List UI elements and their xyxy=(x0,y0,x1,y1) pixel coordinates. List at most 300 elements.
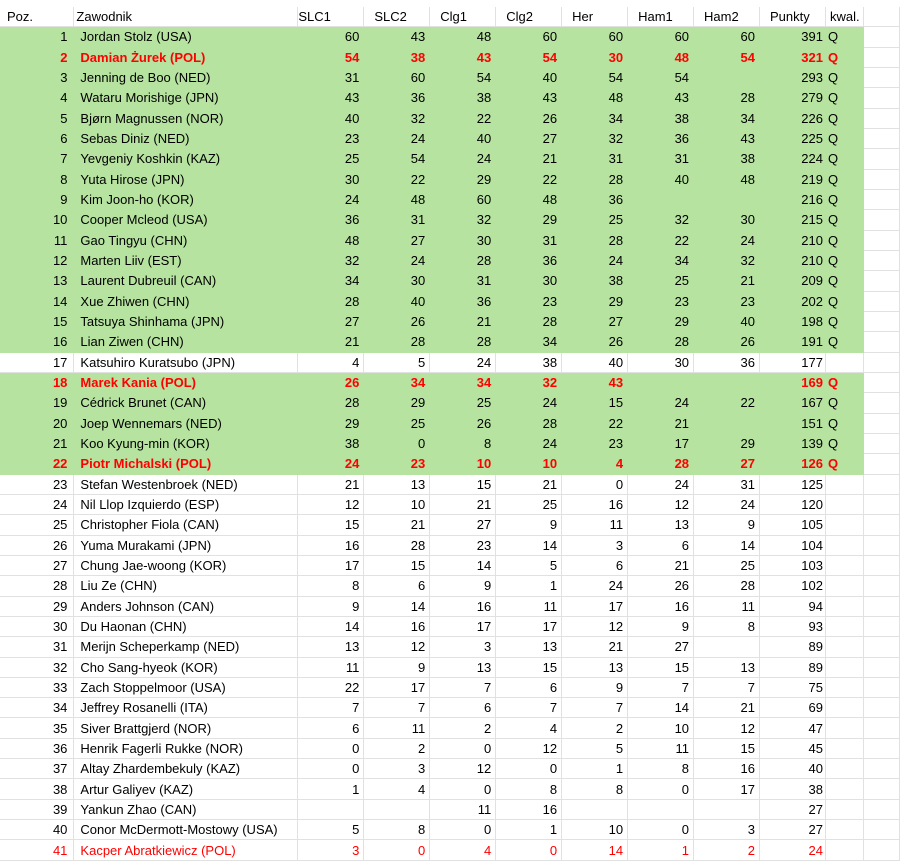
cell-ham2[interactable] xyxy=(694,799,760,819)
cell-poz[interactable]: 16 xyxy=(0,332,74,352)
cell-slc2[interactable]: 38 xyxy=(364,47,430,67)
cell-slc1[interactable]: 48 xyxy=(298,230,364,250)
empty-cell[interactable] xyxy=(863,291,899,311)
header-cell-clg2[interactable]: Clg2 xyxy=(496,7,562,27)
cell-slc1[interactable]: 22 xyxy=(298,677,364,697)
cell-slc2[interactable] xyxy=(364,799,430,819)
cell-kwal[interactable] xyxy=(825,535,863,555)
cell-kwal[interactable] xyxy=(825,555,863,575)
cell-name[interactable]: Koo Kyung-min (KOR) xyxy=(74,433,298,453)
header-cell-poz[interactable]: Poz. xyxy=(0,7,74,27)
cell-slc1[interactable]: 29 xyxy=(298,413,364,433)
cell-punkty[interactable]: 103 xyxy=(759,555,825,575)
cell-name[interactable]: Henrik Fagerli Rukke (NOR) xyxy=(74,738,298,758)
cell-her[interactable]: 7 xyxy=(562,698,628,718)
cell-ham2[interactable]: 21 xyxy=(694,698,760,718)
cell-slc1[interactable]: 5 xyxy=(298,820,364,840)
empty-cell[interactable] xyxy=(863,393,899,413)
cell-punkty[interactable]: 102 xyxy=(759,576,825,596)
cell-slc2[interactable]: 22 xyxy=(364,169,430,189)
cell-clg1[interactable]: 12 xyxy=(430,759,496,779)
cell-name[interactable]: Cho Sang-hyeok (KOR) xyxy=(74,657,298,677)
cell-poz[interactable]: 28 xyxy=(0,576,74,596)
cell-punkty[interactable]: 94 xyxy=(759,596,825,616)
cell-ham2[interactable]: 8 xyxy=(694,616,760,636)
empty-cell[interactable] xyxy=(863,779,899,799)
cell-kwal[interactable] xyxy=(825,698,863,718)
cell-slc1[interactable]: 24 xyxy=(298,454,364,474)
cell-poz[interactable]: 13 xyxy=(0,271,74,291)
cell-clg1[interactable]: 43 xyxy=(430,47,496,67)
cell-her[interactable]: 4 xyxy=(562,454,628,474)
cell-her[interactable]: 26 xyxy=(562,332,628,352)
cell-poz[interactable]: 39 xyxy=(0,799,74,819)
cell-kwal[interactable]: Q xyxy=(825,27,863,47)
empty-cell[interactable] xyxy=(863,210,899,230)
cell-punkty[interactable]: 89 xyxy=(759,657,825,677)
cell-clg2[interactable]: 29 xyxy=(496,210,562,230)
cell-kwal[interactable] xyxy=(825,799,863,819)
cell-clg1[interactable]: 38 xyxy=(430,88,496,108)
cell-kwal[interactable]: Q xyxy=(825,47,863,67)
cell-name[interactable]: Damian Żurek (POL) xyxy=(74,47,298,67)
cell-clg1[interactable]: 36 xyxy=(430,291,496,311)
cell-name[interactable]: Kim Joon-ho (KOR) xyxy=(74,189,298,209)
cell-ham1[interactable]: 24 xyxy=(628,393,694,413)
cell-slc2[interactable]: 25 xyxy=(364,413,430,433)
cell-kwal[interactable] xyxy=(825,677,863,697)
cell-poz[interactable]: 41 xyxy=(0,840,74,860)
cell-ham1[interactable]: 12 xyxy=(628,494,694,514)
cell-punkty[interactable]: 125 xyxy=(759,474,825,494)
cell-ham2[interactable]: 23 xyxy=(694,291,760,311)
cell-poz[interactable]: 19 xyxy=(0,393,74,413)
cell-her[interactable]: 60 xyxy=(562,27,628,47)
cell-clg1[interactable]: 23 xyxy=(430,535,496,555)
cell-ham2[interactable]: 7 xyxy=(694,677,760,697)
cell-slc1[interactable]: 38 xyxy=(298,433,364,453)
cell-name[interactable]: Nil Llop Izquierdo (ESP) xyxy=(74,494,298,514)
cell-clg2[interactable]: 48 xyxy=(496,189,562,209)
cell-ham2[interactable]: 2 xyxy=(694,840,760,860)
cell-slc2[interactable]: 60 xyxy=(364,67,430,87)
cell-name[interactable]: Anders Johnson (CAN) xyxy=(74,596,298,616)
empty-cell[interactable] xyxy=(863,759,899,779)
cell-kwal[interactable] xyxy=(825,616,863,636)
cell-name[interactable]: Siver Brattgjerd (NOR) xyxy=(74,718,298,738)
cell-slc2[interactable]: 40 xyxy=(364,291,430,311)
empty-cell[interactable] xyxy=(863,433,899,453)
header-cell-clg1[interactable]: Clg1 xyxy=(430,7,496,27)
cell-ham1[interactable]: 0 xyxy=(628,779,694,799)
cell-punkty[interactable]: 191 xyxy=(759,332,825,352)
cell-poz[interactable]: 6 xyxy=(0,128,74,148)
cell-ham2[interactable]: 26 xyxy=(694,332,760,352)
cell-ham2[interactable]: 28 xyxy=(694,576,760,596)
cell-her[interactable]: 29 xyxy=(562,291,628,311)
cell-ham1[interactable]: 26 xyxy=(628,576,694,596)
cell-clg1[interactable]: 0 xyxy=(430,779,496,799)
cell-ham2[interactable]: 28 xyxy=(694,88,760,108)
cell-ham2[interactable] xyxy=(694,189,760,209)
cell-her[interactable]: 48 xyxy=(562,88,628,108)
cell-kwal[interactable]: Q xyxy=(825,250,863,270)
cell-name[interactable]: Jenning de Boo (NED) xyxy=(74,67,298,87)
cell-punkty[interactable]: 139 xyxy=(759,433,825,453)
cell-ham1[interactable]: 1 xyxy=(628,840,694,860)
cell-her[interactable]: 25 xyxy=(562,210,628,230)
cell-ham1[interactable]: 0 xyxy=(628,820,694,840)
cell-slc1[interactable]: 43 xyxy=(298,88,364,108)
cell-clg2[interactable]: 31 xyxy=(496,230,562,250)
empty-cell[interactable] xyxy=(863,657,899,677)
cell-her[interactable]: 30 xyxy=(562,47,628,67)
cell-kwal[interactable] xyxy=(825,352,863,372)
cell-clg1[interactable]: 8 xyxy=(430,433,496,453)
cell-slc1[interactable]: 30 xyxy=(298,169,364,189)
cell-slc2[interactable]: 0 xyxy=(364,433,430,453)
cell-slc1[interactable]: 0 xyxy=(298,738,364,758)
cell-clg1[interactable]: 21 xyxy=(430,311,496,331)
cell-her[interactable]: 2 xyxy=(562,718,628,738)
cell-her[interactable]: 24 xyxy=(562,250,628,270)
cell-name[interactable]: Yuma Murakami (JPN) xyxy=(74,535,298,555)
cell-clg1[interactable]: 24 xyxy=(430,149,496,169)
cell-punkty[interactable]: 210 xyxy=(759,250,825,270)
cell-name[interactable]: Zach Stoppelmoor (USA) xyxy=(74,677,298,697)
cell-ham1[interactable]: 16 xyxy=(628,596,694,616)
cell-punkty[interactable]: 216 xyxy=(759,189,825,209)
cell-slc2[interactable]: 2 xyxy=(364,738,430,758)
cell-ham2[interactable]: 36 xyxy=(694,352,760,372)
cell-clg1[interactable]: 17 xyxy=(430,616,496,636)
cell-slc1[interactable]: 40 xyxy=(298,108,364,128)
header-cell-zawodnik[interactable]: Zawodnik xyxy=(74,7,298,27)
cell-kwal[interactable] xyxy=(825,596,863,616)
cell-clg2[interactable]: 7 xyxy=(496,698,562,718)
cell-her[interactable]: 6 xyxy=(562,555,628,575)
cell-her[interactable]: 36 xyxy=(562,189,628,209)
cell-clg2[interactable]: 24 xyxy=(496,393,562,413)
cell-name[interactable]: Du Haonan (CHN) xyxy=(74,616,298,636)
cell-clg2[interactable]: 0 xyxy=(496,840,562,860)
cell-punkty[interactable]: 27 xyxy=(759,799,825,819)
cell-poz[interactable]: 4 xyxy=(0,88,74,108)
cell-clg2[interactable]: 24 xyxy=(496,433,562,453)
cell-poz[interactable]: 26 xyxy=(0,535,74,555)
header-cell-slc1[interactable]: SLC1 xyxy=(298,7,364,27)
cell-ham1[interactable]: 21 xyxy=(628,413,694,433)
cell-ham1[interactable]: 10 xyxy=(628,718,694,738)
cell-name[interactable]: Yuta Hirose (JPN) xyxy=(74,169,298,189)
cell-name[interactable]: Sebas Diniz (NED) xyxy=(74,128,298,148)
cell-punkty[interactable]: 120 xyxy=(759,494,825,514)
cell-kwal[interactable] xyxy=(825,738,863,758)
cell-ham2[interactable]: 40 xyxy=(694,311,760,331)
cell-clg1[interactable]: 54 xyxy=(430,67,496,87)
cell-slc1[interactable]: 26 xyxy=(298,372,364,392)
cell-clg1[interactable]: 25 xyxy=(430,393,496,413)
cell-clg1[interactable]: 10 xyxy=(430,454,496,474)
cell-clg1[interactable]: 30 xyxy=(430,230,496,250)
cell-kwal[interactable]: Q xyxy=(825,393,863,413)
cell-slc2[interactable]: 11 xyxy=(364,718,430,738)
cell-ham2[interactable]: 21 xyxy=(694,271,760,291)
cell-punkty[interactable]: 210 xyxy=(759,230,825,250)
cell-slc2[interactable]: 29 xyxy=(364,393,430,413)
cell-kwal[interactable]: Q xyxy=(825,413,863,433)
cell-punkty[interactable]: 209 xyxy=(759,271,825,291)
cell-slc2[interactable]: 28 xyxy=(364,332,430,352)
cell-clg1[interactable]: 7 xyxy=(430,677,496,697)
cell-slc1[interactable]: 32 xyxy=(298,250,364,270)
cell-kwal[interactable]: Q xyxy=(825,332,863,352)
cell-ham1[interactable] xyxy=(628,189,694,209)
cell-clg2[interactable]: 11 xyxy=(496,596,562,616)
cell-ham2[interactable] xyxy=(694,372,760,392)
cell-clg2[interactable]: 54 xyxy=(496,47,562,67)
cell-name[interactable]: Bjørn Magnussen (NOR) xyxy=(74,108,298,128)
cell-her[interactable]: 8 xyxy=(562,779,628,799)
cell-ham1[interactable]: 54 xyxy=(628,67,694,87)
cell-slc2[interactable]: 5 xyxy=(364,352,430,372)
cell-poz[interactable]: 1 xyxy=(0,27,74,47)
cell-clg1[interactable]: 40 xyxy=(430,128,496,148)
cell-clg2[interactable]: 22 xyxy=(496,169,562,189)
empty-cell[interactable] xyxy=(863,149,899,169)
cell-her[interactable]: 31 xyxy=(562,149,628,169)
cell-punkty[interactable]: 391 xyxy=(759,27,825,47)
cell-poz[interactable]: 25 xyxy=(0,515,74,535)
cell-name[interactable]: Tatsuya Shinhama (JPN) xyxy=(74,311,298,331)
cell-clg1[interactable]: 31 xyxy=(430,271,496,291)
cell-slc1[interactable]: 23 xyxy=(298,128,364,148)
cell-clg2[interactable]: 0 xyxy=(496,759,562,779)
cell-slc1[interactable]: 7 xyxy=(298,698,364,718)
empty-cell[interactable] xyxy=(863,718,899,738)
cell-name[interactable]: Altay Zhardembekuly (KAZ) xyxy=(74,759,298,779)
cell-name[interactable]: Marek Kania (POL) xyxy=(74,372,298,392)
cell-clg2[interactable]: 14 xyxy=(496,535,562,555)
header-cell-ham2[interactable]: Ham2 xyxy=(694,7,760,27)
cell-punkty[interactable]: 104 xyxy=(759,535,825,555)
cell-kwal[interactable] xyxy=(825,576,863,596)
cell-her[interactable]: 32 xyxy=(562,128,628,148)
cell-ham2[interactable]: 34 xyxy=(694,108,760,128)
cell-name[interactable]: Merijn Scheperkamp (NED) xyxy=(74,637,298,657)
cell-her[interactable]: 21 xyxy=(562,637,628,657)
cell-her[interactable]: 13 xyxy=(562,657,628,677)
cell-clg2[interactable]: 16 xyxy=(496,799,562,819)
cell-her[interactable]: 14 xyxy=(562,840,628,860)
cell-ham2[interactable]: 25 xyxy=(694,555,760,575)
empty-cell[interactable] xyxy=(863,271,899,291)
cell-slc1[interactable]: 12 xyxy=(298,494,364,514)
cell-ham1[interactable]: 28 xyxy=(628,454,694,474)
cell-slc1[interactable]: 21 xyxy=(298,332,364,352)
cell-clg2[interactable]: 17 xyxy=(496,616,562,636)
cell-name[interactable]: Jeffrey Rosanelli (ITA) xyxy=(74,698,298,718)
cell-her[interactable]: 34 xyxy=(562,108,628,128)
header-cell-her[interactable]: Her xyxy=(562,7,628,27)
cell-poz[interactable]: 30 xyxy=(0,616,74,636)
cell-poz[interactable]: 11 xyxy=(0,230,74,250)
cell-ham1[interactable]: 17 xyxy=(628,433,694,453)
cell-clg1[interactable]: 4 xyxy=(430,840,496,860)
cell-clg1[interactable]: 0 xyxy=(430,820,496,840)
cell-name[interactable]: Artur Galiyev (KAZ) xyxy=(74,779,298,799)
cell-clg1[interactable]: 16 xyxy=(430,596,496,616)
empty-cell[interactable] xyxy=(863,88,899,108)
empty-cell[interactable] xyxy=(863,576,899,596)
cell-ham2[interactable] xyxy=(694,637,760,657)
cell-ham2[interactable]: 12 xyxy=(694,718,760,738)
cell-slc2[interactable]: 21 xyxy=(364,515,430,535)
cell-clg2[interactable]: 9 xyxy=(496,515,562,535)
cell-poz[interactable]: 31 xyxy=(0,637,74,657)
cell-slc2[interactable]: 12 xyxy=(364,637,430,657)
cell-her[interactable]: 16 xyxy=(562,494,628,514)
cell-ham1[interactable]: 23 xyxy=(628,291,694,311)
cell-name[interactable]: Katsuhiro Kuratsubo (JPN) xyxy=(74,352,298,372)
cell-slc2[interactable]: 7 xyxy=(364,698,430,718)
cell-ham2[interactable]: 32 xyxy=(694,250,760,270)
cell-ham2[interactable]: 43 xyxy=(694,128,760,148)
cell-her[interactable]: 54 xyxy=(562,67,628,87)
cell-clg2[interactable]: 1 xyxy=(496,820,562,840)
cell-ham1[interactable] xyxy=(628,799,694,819)
cell-her[interactable]: 12 xyxy=(562,616,628,636)
cell-punkty[interactable]: 167 xyxy=(759,393,825,413)
cell-name[interactable]: Lian Ziwen (CHN) xyxy=(74,332,298,352)
cell-kwal[interactable]: Q xyxy=(825,271,863,291)
cell-clg1[interactable]: 26 xyxy=(430,413,496,433)
cell-name[interactable]: Christopher Fiola (CAN) xyxy=(74,515,298,535)
cell-clg2[interactable]: 25 xyxy=(496,494,562,514)
cell-punkty[interactable]: 219 xyxy=(759,169,825,189)
cell-kwal[interactable] xyxy=(825,494,863,514)
cell-ham1[interactable]: 60 xyxy=(628,27,694,47)
cell-ham2[interactable]: 16 xyxy=(694,759,760,779)
cell-clg2[interactable]: 32 xyxy=(496,372,562,392)
cell-clg2[interactable]: 6 xyxy=(496,677,562,697)
cell-ham1[interactable]: 31 xyxy=(628,149,694,169)
cell-kwal[interactable]: Q xyxy=(825,230,863,250)
cell-clg2[interactable]: 28 xyxy=(496,413,562,433)
empty-cell[interactable] xyxy=(863,474,899,494)
cell-slc2[interactable]: 43 xyxy=(364,27,430,47)
cell-ham1[interactable]: 32 xyxy=(628,210,694,230)
cell-her[interactable]: 5 xyxy=(562,738,628,758)
cell-her[interactable]: 38 xyxy=(562,271,628,291)
empty-cell[interactable] xyxy=(863,454,899,474)
cell-clg1[interactable]: 15 xyxy=(430,474,496,494)
cell-slc1[interactable]: 4 xyxy=(298,352,364,372)
cell-kwal[interactable]: Q xyxy=(825,372,863,392)
cell-ham2[interactable]: 24 xyxy=(694,230,760,250)
cell-clg1[interactable]: 28 xyxy=(430,332,496,352)
cell-her[interactable] xyxy=(562,799,628,819)
header-cell-slc2[interactable]: SLC2 xyxy=(364,7,430,27)
cell-clg1[interactable]: 34 xyxy=(430,372,496,392)
cell-name[interactable]: Gao Tingyu (CHN) xyxy=(74,230,298,250)
empty-cell[interactable] xyxy=(863,47,899,67)
cell-slc1[interactable]: 13 xyxy=(298,637,364,657)
cell-ham1[interactable]: 28 xyxy=(628,332,694,352)
cell-ham2[interactable]: 17 xyxy=(694,779,760,799)
cell-punkty[interactable]: 47 xyxy=(759,718,825,738)
cell-poz[interactable]: 20 xyxy=(0,413,74,433)
cell-slc1[interactable]: 25 xyxy=(298,149,364,169)
empty-cell[interactable] xyxy=(863,698,899,718)
cell-clg2[interactable]: 38 xyxy=(496,352,562,372)
cell-her[interactable]: 28 xyxy=(562,230,628,250)
cell-name[interactable]: Jordan Stolz (USA) xyxy=(74,27,298,47)
cell-clg2[interactable]: 15 xyxy=(496,657,562,677)
header-cell-punkty[interactable]: Punkty xyxy=(759,7,825,27)
cell-her[interactable]: 11 xyxy=(562,515,628,535)
cell-ham2[interactable]: 27 xyxy=(694,454,760,474)
cell-poz[interactable]: 5 xyxy=(0,108,74,128)
cell-her[interactable]: 27 xyxy=(562,311,628,331)
cell-punkty[interactable]: 321 xyxy=(759,47,825,67)
cell-slc1[interactable]: 16 xyxy=(298,535,364,555)
cell-poz[interactable]: 8 xyxy=(0,169,74,189)
cell-punkty[interactable]: 45 xyxy=(759,738,825,758)
empty-cell[interactable] xyxy=(863,372,899,392)
cell-clg2[interactable]: 12 xyxy=(496,738,562,758)
empty-cell[interactable] xyxy=(863,494,899,514)
cell-clg2[interactable]: 30 xyxy=(496,271,562,291)
cell-poz[interactable]: 9 xyxy=(0,189,74,209)
cell-slc2[interactable]: 16 xyxy=(364,616,430,636)
cell-ham1[interactable]: 11 xyxy=(628,738,694,758)
cell-ham2[interactable]: 54 xyxy=(694,47,760,67)
cell-name[interactable]: Liu Ze (CHN) xyxy=(74,576,298,596)
cell-punkty[interactable]: 169 xyxy=(759,372,825,392)
cell-her[interactable]: 10 xyxy=(562,820,628,840)
empty-cell[interactable] xyxy=(863,555,899,575)
cell-ham1[interactable]: 48 xyxy=(628,47,694,67)
cell-ham1[interactable]: 14 xyxy=(628,698,694,718)
empty-cell[interactable] xyxy=(863,230,899,250)
cell-slc2[interactable]: 24 xyxy=(364,250,430,270)
empty-cell[interactable] xyxy=(863,169,899,189)
cell-punkty[interactable]: 69 xyxy=(759,698,825,718)
cell-slc1[interactable]: 60 xyxy=(298,27,364,47)
cell-ham2[interactable]: 48 xyxy=(694,169,760,189)
cell-kwal[interactable] xyxy=(825,820,863,840)
cell-clg2[interactable]: 21 xyxy=(496,149,562,169)
cell-poz[interactable]: 23 xyxy=(0,474,74,494)
empty-cell[interactable] xyxy=(863,27,899,47)
cell-ham2[interactable]: 38 xyxy=(694,149,760,169)
cell-her[interactable]: 24 xyxy=(562,576,628,596)
cell-ham2[interactable]: 9 xyxy=(694,515,760,535)
cell-slc1[interactable]: 6 xyxy=(298,718,364,738)
cell-kwal[interactable] xyxy=(825,759,863,779)
cell-slc2[interactable]: 26 xyxy=(364,311,430,331)
empty-cell[interactable] xyxy=(863,332,899,352)
cell-name[interactable]: Piotr Michalski (POL) xyxy=(74,454,298,474)
cell-slc1[interactable]: 27 xyxy=(298,311,364,331)
cell-ham2[interactable]: 15 xyxy=(694,738,760,758)
cell-ham2[interactable]: 29 xyxy=(694,433,760,453)
cell-slc2[interactable]: 54 xyxy=(364,149,430,169)
cell-clg2[interactable]: 5 xyxy=(496,555,562,575)
cell-slc2[interactable]: 8 xyxy=(364,820,430,840)
cell-clg2[interactable]: 28 xyxy=(496,311,562,331)
